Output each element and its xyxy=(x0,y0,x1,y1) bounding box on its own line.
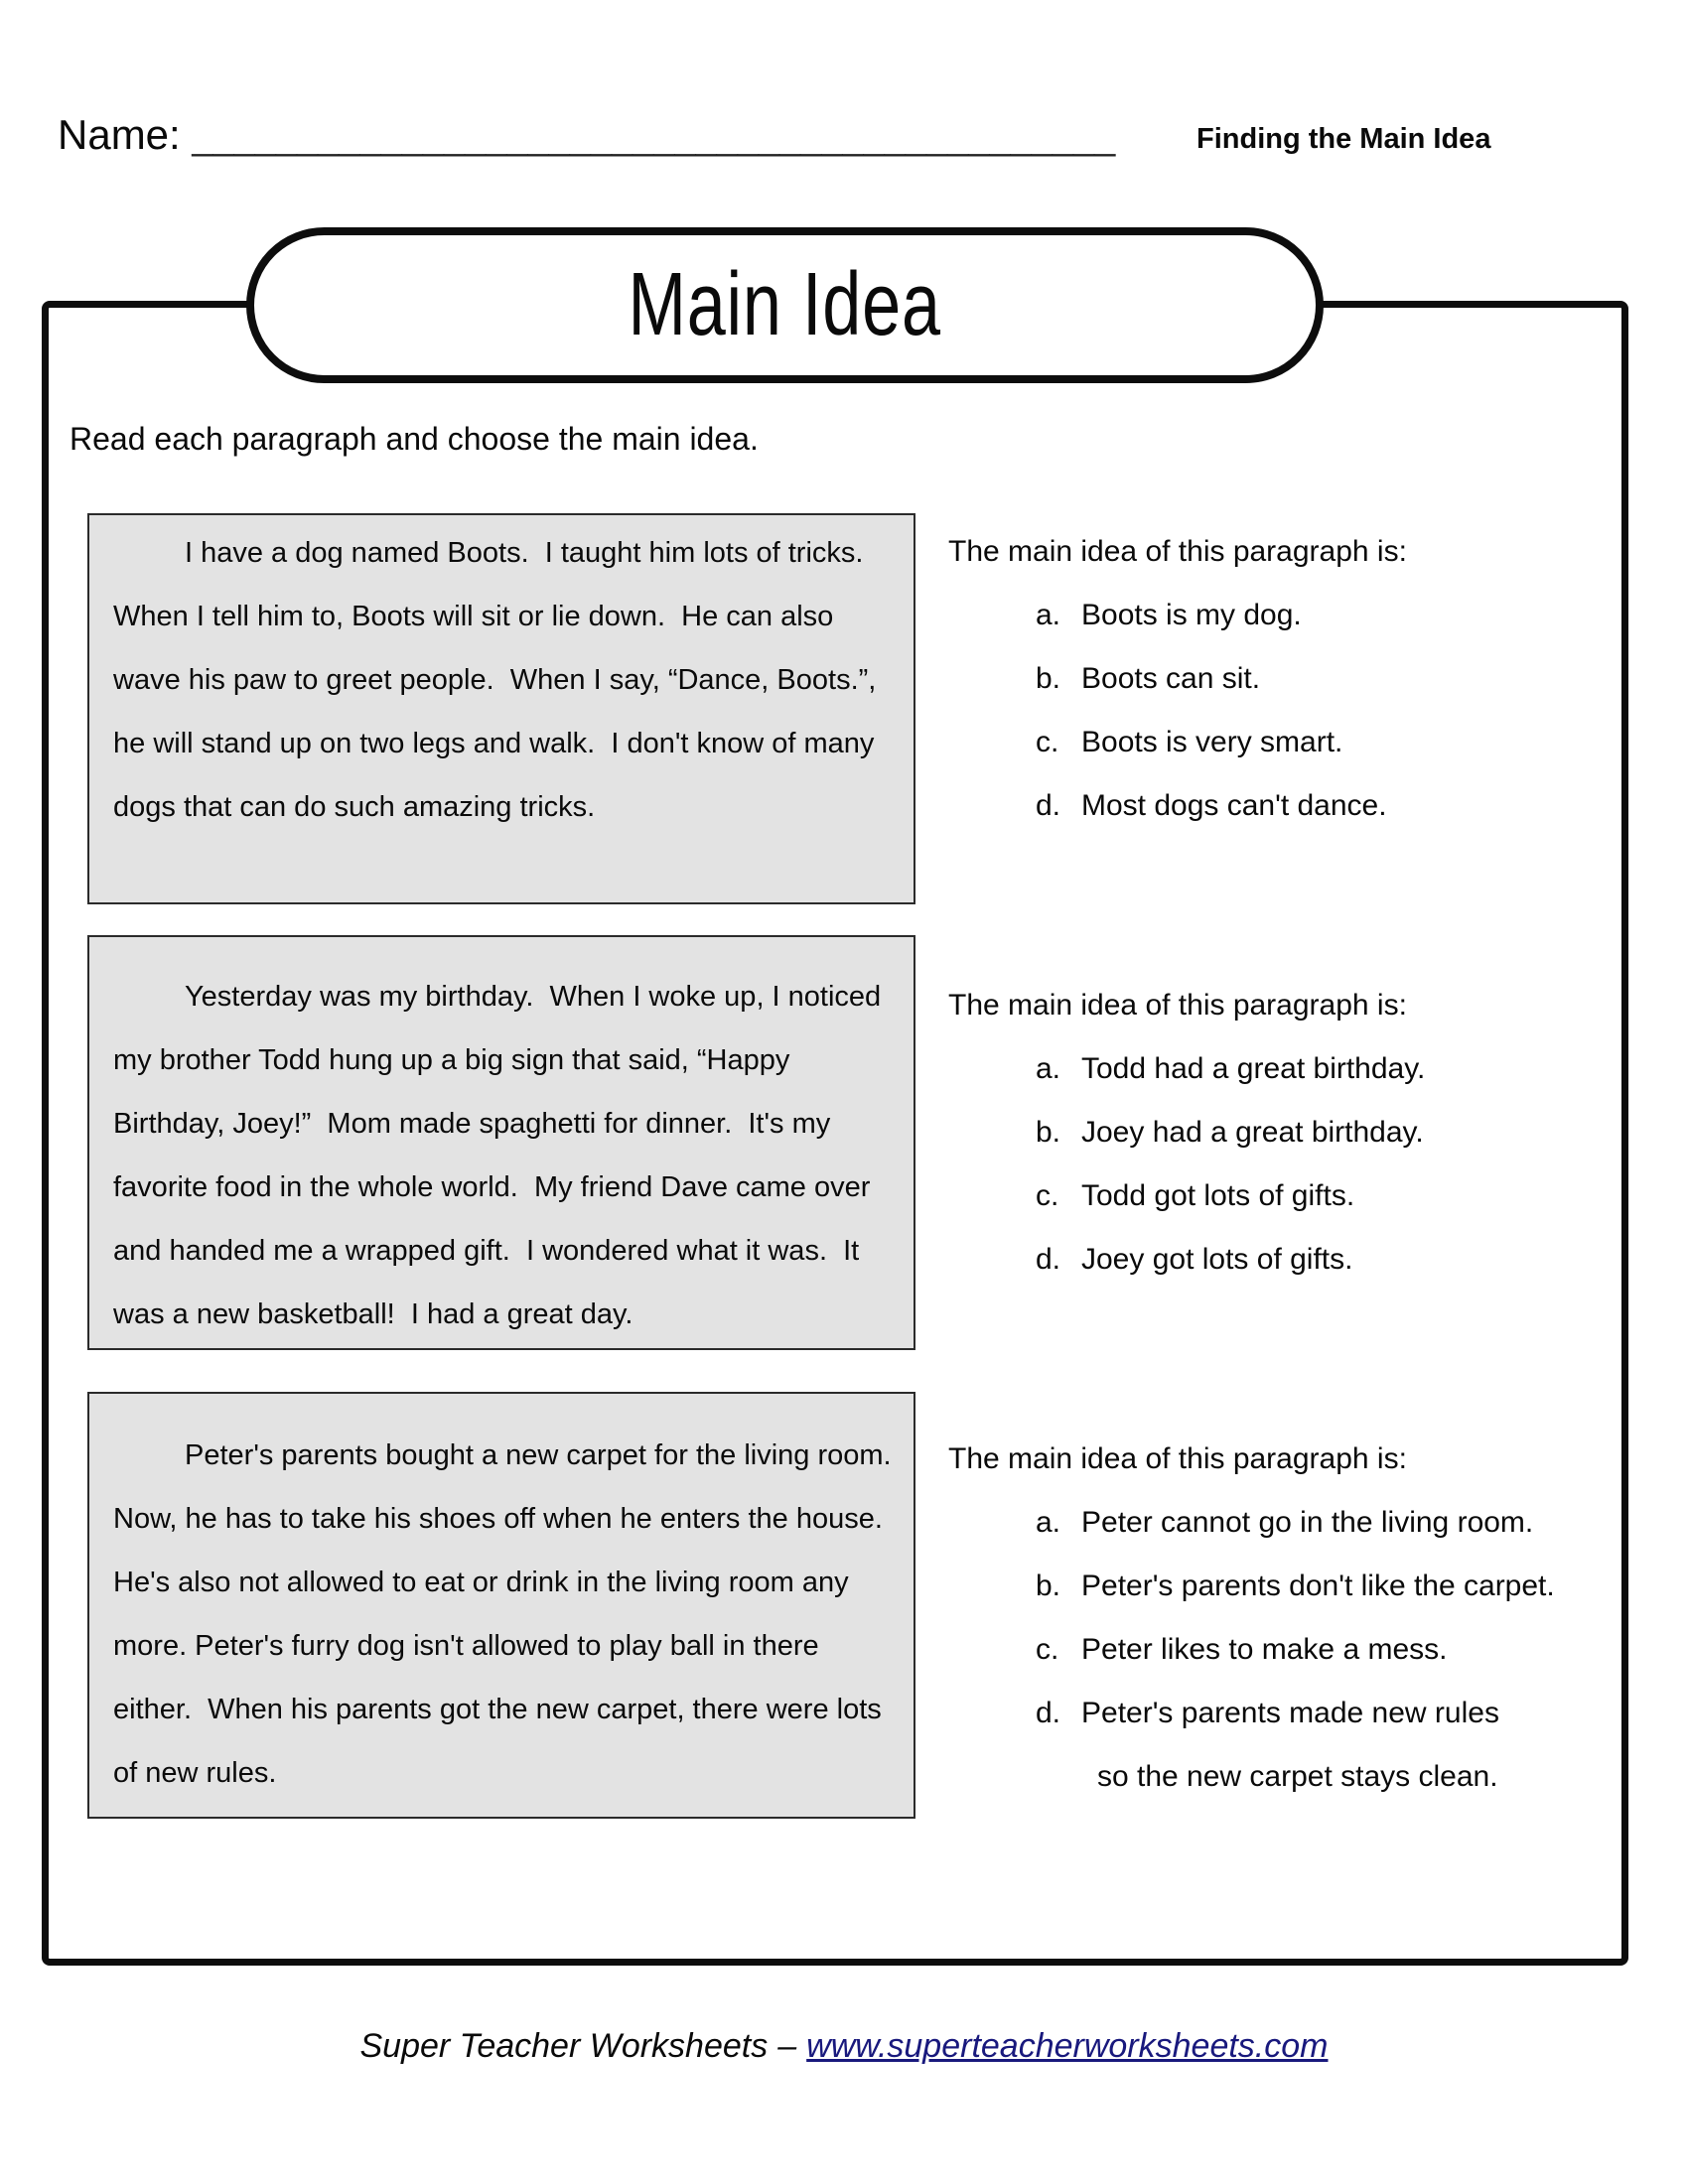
paragraph-text-1: I have a dog named Boots. I taught him lots of tricks. When I tell him to, Boots will sit or lie down. He can also wave his paw to greet people. When I say, “Dance, Boots.”, he will stand up on two legs and walk. I don't know of many dogs that can do such amazing tricks. xyxy=(113,537,885,823)
question-block-1 xyxy=(948,520,1623,838)
question-prompt-1: The main idea of this paragraph is: xyxy=(948,535,1407,568)
footer-site-name: Super Teacher Worksheets xyxy=(359,2027,769,2065)
footer-separator: – xyxy=(777,2027,797,2065)
option-text: Boots is my dog. xyxy=(1081,599,1302,631)
footer-url-link[interactable]: www.superteacherworksheets.com xyxy=(806,2027,1329,2065)
option-letter: b. xyxy=(1036,662,1061,695)
option-letter: a. xyxy=(1036,1052,1061,1085)
option-text: Peter's parents made new rules xyxy=(1081,1697,1499,1729)
option-row-2d[interactable] xyxy=(948,1228,1623,1292)
paragraph-box-3 xyxy=(87,1392,915,1819)
page-title: Main Idea xyxy=(628,255,942,354)
option-row-3d[interactable] xyxy=(948,1682,1623,1745)
option-row-1d[interactable] xyxy=(948,774,1623,838)
option-letter: d. xyxy=(1036,789,1061,822)
option-text: Most dogs can't dance. xyxy=(1081,789,1387,822)
worksheet-topic: Finding the Main Idea xyxy=(1196,123,1491,155)
question-block-2 xyxy=(948,974,1623,1292)
option-row-2b[interactable] xyxy=(948,1101,1623,1164)
question-block-3 xyxy=(948,1428,1623,1809)
option-row-3b[interactable] xyxy=(948,1555,1623,1618)
option-text: Boots can sit. xyxy=(1081,662,1261,695)
question-prompt-2: The main idea of this paragraph is: xyxy=(948,989,1407,1022)
name-row xyxy=(58,111,1115,159)
option-row-1c[interactable] xyxy=(948,711,1623,774)
question-prompt-3: The main idea of this paragraph is: xyxy=(948,1442,1407,1475)
option-letter: a. xyxy=(1036,1506,1061,1539)
paragraph-box-1 xyxy=(87,513,915,904)
title-badge xyxy=(246,227,1324,383)
option-letter: b. xyxy=(1036,1570,1061,1602)
option-text: Peter cannot go in the living room. xyxy=(1081,1506,1534,1539)
option-row-2a[interactable] xyxy=(948,1037,1623,1101)
option-letter: b. xyxy=(1036,1116,1061,1149)
option-letter: d. xyxy=(1036,1243,1061,1276)
option-row-1a[interactable] xyxy=(948,584,1623,647)
option-text: Todd got lots of gifts. xyxy=(1081,1179,1355,1212)
option-row-3d-continuation: so the new carpet stays clean. xyxy=(1097,1760,1498,1793)
option-text: Peter likes to make a mess. xyxy=(1081,1633,1448,1666)
instructions-text: Read each paragraph and choose the main idea. xyxy=(70,421,759,457)
option-letter: c. xyxy=(1036,726,1059,758)
option-text: Peter's parents don't like the carpet. xyxy=(1081,1570,1555,1602)
option-text: Joey had a great birthday. xyxy=(1081,1116,1424,1149)
option-row-1b[interactable] xyxy=(948,647,1623,711)
option-text: Joey got lots of gifts. xyxy=(1081,1243,1353,1276)
option-row-3c[interactable] xyxy=(948,1618,1623,1682)
option-row-3a[interactable] xyxy=(948,1491,1623,1555)
footer xyxy=(0,2027,1688,2066)
option-letter: d. xyxy=(1036,1697,1061,1729)
name-label: Name: xyxy=(58,111,181,158)
option-letter: a. xyxy=(1036,599,1061,631)
name-blank-line[interactable]: ____________________________________________ xyxy=(192,116,1116,158)
option-letter: c. xyxy=(1036,1179,1059,1212)
option-row-2c[interactable] xyxy=(948,1164,1623,1228)
paragraph-box-2 xyxy=(87,935,915,1350)
paragraph-text-2: Yesterday was my birthday. When I woke up, I noticed my brother Todd hung up a big sign that said, “Happy Birthday, Joey!” Mom made spaghetti for dinner. It's my favorite food in the whole world. My friend Dave came over and handed me a wrapped gift. I wondered what it was. It was a new basketball! I had a great day. xyxy=(113,981,890,1330)
option-text: Todd had a great birthday. xyxy=(1081,1052,1426,1085)
option-text: Boots is very smart. xyxy=(1081,726,1343,758)
paragraph-text-3: Peter's parents bought a new carpet for the living room. Now, he has to take his shoes off when he enters the house. He's also not allowed to eat or drink in the living room any more. Peter's furry dog isn't allowed to play ball in there either. When his parents got the new carpet, there were lots of new rules. xyxy=(113,1439,908,1789)
option-letter: c. xyxy=(1036,1633,1059,1666)
